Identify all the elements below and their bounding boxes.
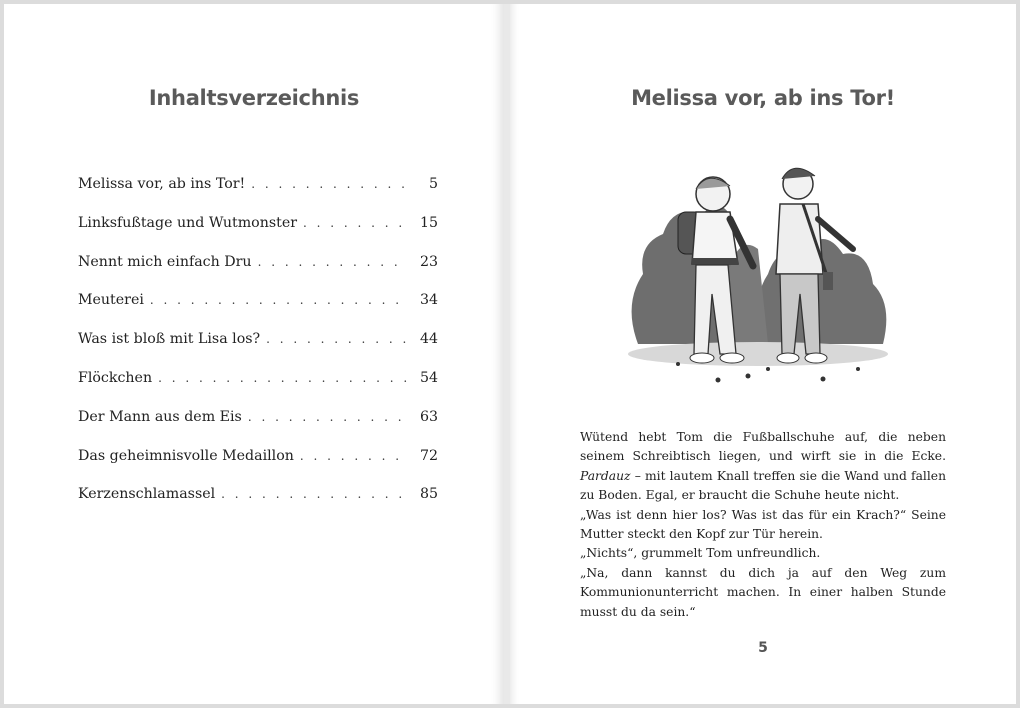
toc-entry-page: 63	[419, 408, 438, 425]
toc-entry[interactable]	[78, 448, 438, 487]
paragraph: „Was ist denn hier los? Was ist das für ein Krach?“ Seine Mutter steckt den Kopf zur Tür herein.	[580, 507, 946, 542]
toc-entry-label: Der Mann aus dem Eis	[78, 408, 242, 425]
toc-title: Inhaltsverzeichnis	[148, 86, 360, 110]
toc-entry-label: Meuterei	[78, 292, 144, 309]
toc-entry-page: 5	[428, 176, 438, 192]
toc-entry-page: 54	[419, 369, 438, 386]
toc-entry-label: Linksfußtage und Wutmonster	[78, 214, 297, 231]
dot-leader	[266, 332, 408, 346]
toc-entry[interactable]	[78, 254, 438, 293]
toc-entry[interactable]	[78, 486, 438, 525]
toc-entry-label: Was ist bloß mit Lisa los?	[78, 331, 261, 348]
toc-entry-label: Melissa vor, ab ins Tor!	[78, 176, 246, 192]
dot-leader	[251, 177, 408, 191]
paragraph: „Nichts“, grummelt Tom unfreundlich.	[580, 546, 821, 561]
dot-leader	[300, 449, 408, 463]
toc-entry-label: Nennt mich einfach Dru	[78, 253, 252, 270]
toc-entry[interactable]	[78, 331, 438, 370]
text-run: – mit lautem Knall treffen sie die Wand und fallen zu Boden. Egal, er braucht die Schuhe heute nicht.	[580, 468, 946, 503]
italic-word: Pardauz	[580, 468, 631, 483]
toc-entry[interactable]	[78, 409, 438, 448]
chapter-title: Melissa vor, ab ins Tor!	[631, 86, 895, 110]
dot-leader	[248, 410, 408, 424]
toc-entry[interactable]	[78, 370, 438, 409]
toc-entry-label: Kerzenschlamassel	[78, 486, 216, 503]
toc-entry-page: 85	[419, 486, 438, 503]
paragraph	[580, 428, 946, 506]
dot-leader	[158, 371, 408, 385]
toc-entry-page: 34	[419, 292, 438, 309]
text-run: Wütend hebt Tom die Fußballschuhe auf, die neben seinem Schreibtisch liegen, und wirft sie in die Ecke.	[580, 430, 946, 464]
chapter-body	[580, 428, 946, 622]
table-of-contents	[78, 176, 438, 525]
toc-entry[interactable]	[78, 292, 438, 331]
left-page	[4, 4, 504, 704]
dot-leader	[258, 255, 408, 269]
toc-entry-page: 15	[419, 214, 438, 231]
toc-entry-page: 44	[419, 331, 438, 348]
dot-leader	[150, 293, 408, 307]
paragraph: „Na, dann kannst du dich ja auf den Weg zum Kommunionunterricht machen. In einer halben Stunde musst du da sein.“	[580, 565, 946, 619]
page-number: 5	[758, 640, 768, 656]
toc-entry[interactable]	[78, 176, 438, 215]
dot-leader	[303, 216, 408, 230]
toc-entry-page: 72	[419, 447, 438, 464]
toc-entry[interactable]	[78, 215, 438, 254]
right-page	[510, 4, 1016, 704]
toc-entry-label: Flöckchen	[78, 369, 153, 386]
two-boys-walking-illustration	[618, 154, 898, 394]
toc-entry-label: Das geheimnisvolle Medaillon	[78, 447, 294, 464]
toc-entry-page: 23	[419, 253, 438, 270]
dot-leader	[221, 487, 408, 501]
